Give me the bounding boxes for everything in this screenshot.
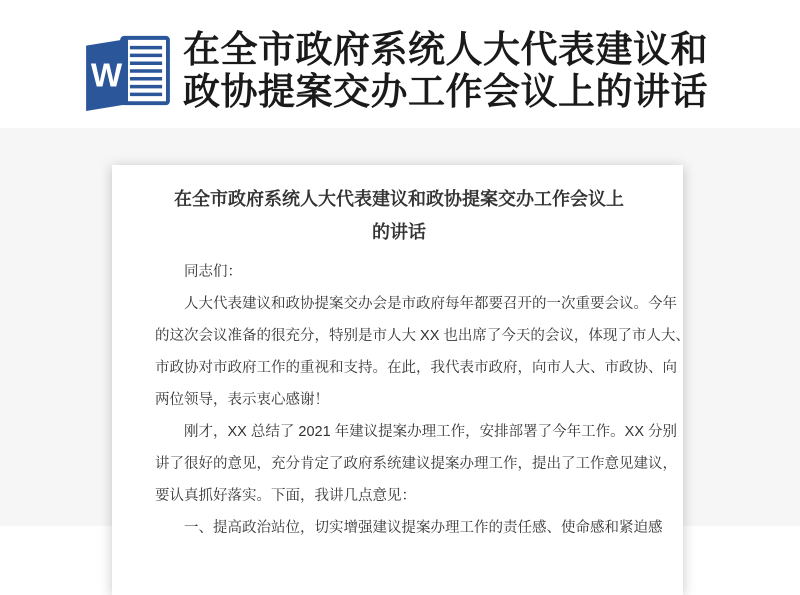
document-heading-line-1: 在全市政府系统人大代表建议和政协提案交办工作会议上 xyxy=(174,189,624,209)
doc-line-section-heading: 一、提高政治站位，切实增强建议提案办理工作的责任感、使命感和紧迫感 xyxy=(184,520,663,536)
word-icon-sheet xyxy=(122,38,168,103)
document-preview-area xyxy=(0,128,800,536)
doc-line-salutation: 同志们： xyxy=(184,264,242,280)
page-title-line-2: 政协提案交办工作会议上的讲话 xyxy=(183,71,708,112)
document-heading xyxy=(155,183,643,249)
doc-line: 市政协对市政府工作的重视和支持。在此，我代表市政府，向市人大、市政协、向 xyxy=(155,360,677,376)
doc-line: 要认真抓好落实。下面，我讲几点意见： xyxy=(155,488,416,504)
word-icon-cover xyxy=(86,39,128,111)
page-title xyxy=(183,29,743,113)
doc-line: 刚才，XX 总结了 2021 年建议提案办理工作，安排部署了今年工作。XX 分别 xyxy=(184,424,678,440)
page-header xyxy=(0,0,800,128)
doc-line: 人大代表建议和政协提案交办会是市政府每年都要召开的一次重要会议。今年 xyxy=(184,296,677,312)
doc-line: 两位领导，表示衷心感谢！ xyxy=(155,392,329,408)
word-file-icon xyxy=(84,33,172,109)
document-heading-line-2: 的讲话 xyxy=(372,222,426,242)
page-title-line-1: 在全市政府系统人大代表建议和 xyxy=(183,29,708,70)
doc-line: 讲了很好的意见，充分肯定了政府系统建议提案办理工作，提出了工作意见建议， xyxy=(155,456,677,472)
document-body xyxy=(155,256,690,544)
word-icon-letter: W xyxy=(90,57,123,95)
doc-line: 的这次会议准备的很充分，特别是市人大 XX 也出席了今天的会议，体现了市人大、 xyxy=(155,328,690,344)
document-page[interactable] xyxy=(112,165,690,595)
